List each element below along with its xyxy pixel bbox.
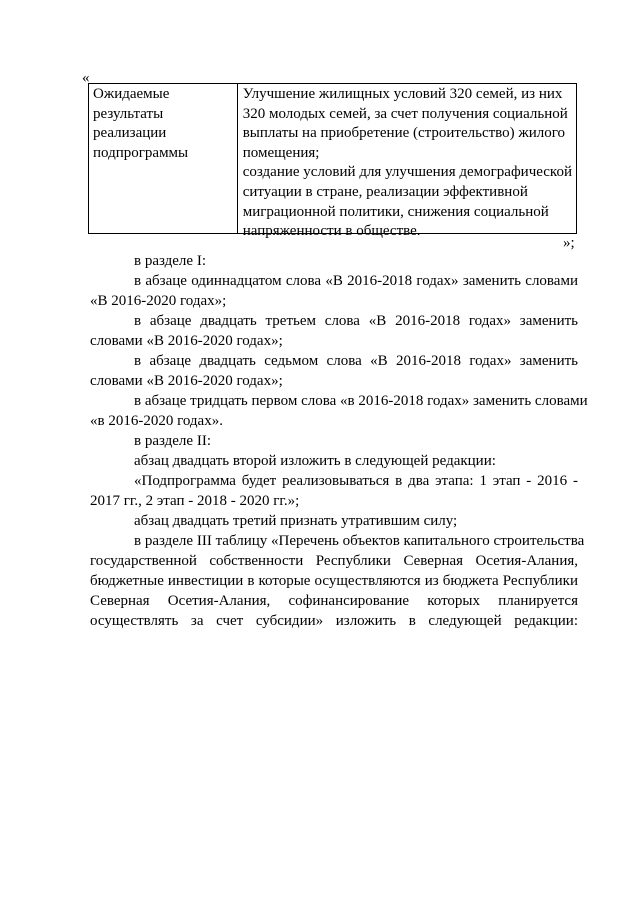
- text-line: «Подпрограмма будет реализовываться в два этапа: 1 этап - 2016 -: [134, 473, 578, 489]
- text-line: «В 2016-2020 годах»;: [90, 293, 227, 309]
- text-line: осуществлять за счет субсидии» изложить в следующей редакции:: [90, 613, 578, 629]
- value-line: Улучшение жилищных условий 320 семей, из них: [242, 86, 563, 102]
- text-line: 2017 гг., 2 этап - 2018 - 2020 гг.»;: [90, 493, 300, 509]
- label-line: подпрограммы: [93, 144, 189, 161]
- table-label-cell: [89, 84, 238, 233]
- text-line: в разделе II:: [134, 433, 211, 449]
- subprogram-results-table: [88, 83, 577, 240]
- text-line: в абзаце двадцать третьем слова «В 2016-2018 годах» заменить: [134, 313, 578, 329]
- value-line: миграционной политики, снижения социальной: [242, 203, 549, 220]
- text-line: в абзаце двадцать седьмом слова «В 2016-2018 годах» заменить: [134, 353, 578, 369]
- value-line: помещения;: [242, 144, 320, 161]
- table-value-cell: [238, 84, 576, 240]
- label-line: Ожидаемые: [93, 86, 170, 102]
- label-line: результаты: [93, 105, 164, 122]
- value-line: выплаты на приобретение (строительство) жилого: [242, 125, 566, 142]
- text-line: словами «В 2016-2020 годах»;: [90, 373, 283, 389]
- opening-quote-mark: «: [82, 70, 90, 86]
- amendment-text: [90, 251, 588, 631]
- value-line: напряженности в обществе.: [242, 223, 421, 240]
- text-line: абзац двадцать третий признать утратившим силу;: [134, 513, 458, 529]
- text-line: в разделе III таблицу «Перечень объектов капитального строительства: [134, 533, 585, 549]
- value-line: ситуации в стране, реализации эффективной: [242, 183, 528, 200]
- text-line: абзац двадцать второй изложить в следующей редакции:: [134, 453, 496, 469]
- text-line: государственной собственности Республики Северная Осетия-Алания,: [90, 553, 578, 569]
- label-line: реализации: [93, 125, 167, 142]
- text-line: бюджетные инвестиции в которые осуществляются из бюджета Республики: [90, 573, 578, 589]
- text-line: в абзаце одиннадцатом слова «В 2016-2018 годах» заменить словами: [134, 273, 578, 289]
- text-line: в разделе I:: [134, 253, 206, 269]
- text-line: в абзаце тридцать первом слова «в 2016-2018 годах» заменить словами: [134, 393, 588, 409]
- text-line: словами «В 2016-2020 годах»;: [90, 333, 283, 349]
- text-line: Северная Осетия-Алания, софинансирование которых планируется: [90, 593, 578, 609]
- value-line: 320 молодых семей, за счет получения социальной: [242, 105, 568, 122]
- closing-quote-mark: »;: [563, 235, 575, 251]
- text-line: «в 2016-2020 годах».: [90, 413, 223, 429]
- value-line: создание условий для улучшения демографической: [242, 164, 572, 181]
